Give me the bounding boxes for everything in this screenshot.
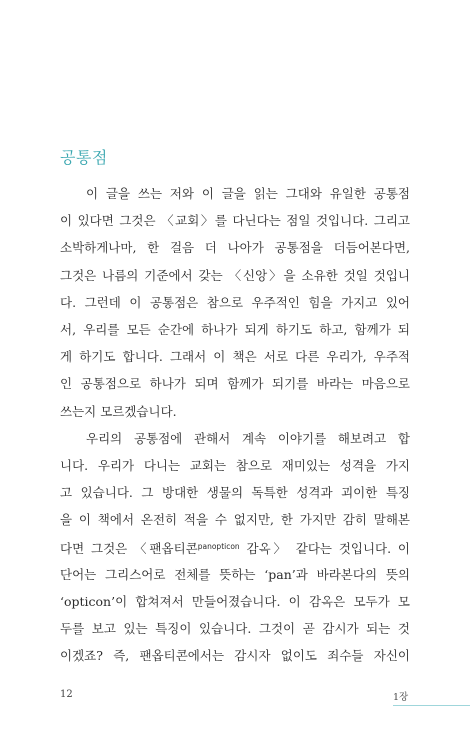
line-text: 다면 그것은 〈팬옵티콘 <box>60 541 198 557</box>
paragraph-line: 그것은 나름의 기준에서 갖는 〈신앙〉을 소유한 것일 것입니 <box>60 267 410 283</box>
paragraph-line <box>60 533 410 560</box>
paragraph-line: 이겠죠? 즉, 팬옵티콘에서는 감시자 없이도 죄수들 자신이 <box>60 648 410 664</box>
superscript-note: panopticon <box>197 542 240 552</box>
paragraph-line: 을 이 책에서 온전히 적을 수 없지만, 한 가지만 감히 말해본 <box>60 512 410 528</box>
paragraph-line: 인 공통점으로 하나가 되며 함께가 되기를 바라는 마음으로 <box>60 376 410 392</box>
chapter-label: 1장 <box>393 692 409 703</box>
paragraph-line: 두를 보고 있는 특징이 있습니다. 그것이 곧 감시가 되는 것 <box>60 621 410 636</box>
paragraph-line: 다. 그런데 이 공통점은 참으로 우주적인 힘을 가지고 있어 <box>60 294 410 310</box>
paragraph-line: 단어는 그리스어로 전체를 뜻하는 ‘pan’과 바라본다의 뜻의 <box>60 566 410 582</box>
paragraph-line: 게 하기도 합니다. 그래서 이 책은 서로 다른 우리가, 우주적 <box>60 349 410 365</box>
paragraph-line: 쓰는지 모르겠습니다. <box>60 403 177 419</box>
section-heading: 공통점 <box>60 148 108 167</box>
paragraph-line: 이 글을 쓰는 저와 이 글을 읽는 그대와 유일한 공통점 <box>86 186 410 201</box>
footer-divider <box>393 705 470 706</box>
body-text <box>60 180 410 669</box>
paragraph-line: 니다. 우리가 다니는 교회는 참으로 재미있는 성격을 가지 <box>60 457 410 473</box>
paragraph-line: 소박하게나마, 한 걸음 더 나아가 공통점을 더듬어본다면, <box>60 240 410 256</box>
paragraph-line: 이 있다면 그것은 〈교회〉를 다닌다는 점일 것입니다. 그리고 <box>60 213 410 229</box>
paragraph-line: 서, 우리를 모든 순간에 하나가 되게 하기도 하고, 함께가 되 <box>60 321 410 337</box>
paragraph-line: 고 있습니다. 그 방대한 생물의 독특한 성격과 괴이한 특징 <box>60 485 410 501</box>
paragraph-line: ‘opticon’이 합쳐져서 만들어졌습니다. 이 감옥은 모두가 모 <box>60 593 410 609</box>
line-text: 감옥〉 같다는 것입니다. 이 <box>239 541 410 557</box>
page-number: 12 <box>60 689 73 700</box>
paragraph-line: 우리의 공통점에 관해서 계속 이야기를 해보려고 합 <box>86 430 410 446</box>
